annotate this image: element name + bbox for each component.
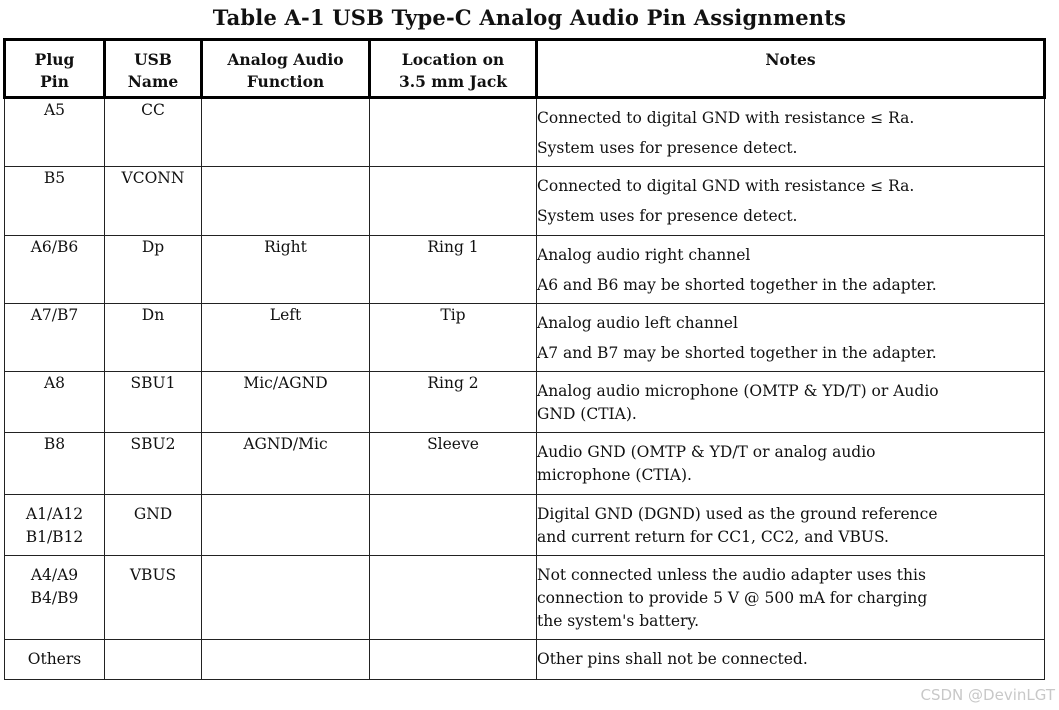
cell-location — [370, 372, 537, 433]
usb-name-value — [105, 167, 201, 190]
cell-notes — [537, 433, 1045, 495]
table-row — [5, 304, 1045, 372]
plug-pin-value: A7/B7 — [30, 306, 79, 324]
notes-line: Analog audio microphone (OMTP & YD/T) or Audio — [537, 382, 939, 400]
usb-name-value: GND — [133, 505, 173, 523]
header-analog-function-line2: Function — [246, 72, 325, 91]
cell-usb-name — [105, 372, 202, 433]
function-value: AGND/Mic — [243, 435, 328, 453]
cell-function — [202, 640, 370, 680]
notes-line: GND (CTIA). — [537, 405, 637, 423]
notes-line: Analog audio right channel — [537, 246, 751, 264]
plug-pin-value: B1/B12 — [25, 528, 84, 546]
cell-plug-pin — [5, 304, 105, 372]
cell-plug-pin — [5, 167, 105, 236]
usb-name-text: VBUS — [129, 566, 177, 584]
notes-line: Digital GND (DGND) used as the ground reference — [537, 505, 938, 523]
cell-plug-pin — [5, 98, 105, 167]
cell-usb-name — [105, 495, 202, 556]
cell-location — [370, 640, 537, 680]
header-usb-name-line1: USB — [134, 50, 172, 69]
cell-notes — [537, 372, 1045, 433]
location-value: Ring 2 — [427, 374, 479, 392]
notes-line: and current return for CC1, CC2, and VBUS. — [537, 528, 889, 546]
function-value: Left — [269, 306, 302, 324]
cell-location — [370, 304, 537, 372]
cell-notes — [537, 495, 1045, 556]
cell-notes — [537, 167, 1045, 236]
plug-pin-value: B4/B9 — [30, 589, 79, 607]
cell-function — [202, 167, 370, 236]
cell-notes — [537, 304, 1045, 372]
plug-pin-value: B8 — [43, 435, 66, 453]
notes-line: Not connected unless the audio adapter uses this — [537, 566, 926, 584]
function-value: Mic/AGND — [243, 374, 328, 392]
cell-notes — [537, 98, 1045, 167]
cell-function — [202, 556, 370, 640]
cell-usb-name — [105, 640, 202, 680]
notes-line: Connected to digital GND with resistance ≤ Ra. — [537, 177, 915, 195]
location-value: Ring 1 — [427, 238, 479, 256]
plug-pin-value: Others — [27, 650, 82, 668]
usb-name-text: VCONN — [121, 169, 185, 187]
cell-notes — [537, 556, 1045, 640]
notes-line: A6 and B6 may be shorted together in the adapter. — [537, 276, 937, 294]
cell-notes — [537, 640, 1045, 680]
notes-line: Audio GND (OMTP & YD/T or analog audio — [537, 443, 876, 461]
cell-function — [202, 495, 370, 556]
table-title: Table A-1 USB Type-C Analog Audio Pin Assignments — [212, 5, 847, 30]
cell-location — [370, 556, 537, 640]
header-analog-function-line1: Analog Audio — [227, 50, 344, 69]
table-row — [5, 433, 1045, 495]
table-row — [5, 556, 1045, 640]
cell-usb-name — [105, 304, 202, 372]
table-row — [5, 98, 1045, 167]
cell-usb-name — [105, 236, 202, 304]
cell-usb-name — [105, 167, 202, 236]
pin-assignment-table — [3, 38, 1046, 680]
plug-pin-value: A5 — [43, 101, 66, 119]
cell-location — [370, 236, 537, 304]
usb-name-value: SBU1 — [130, 374, 176, 392]
notes-line: Analog audio left channel — [537, 314, 738, 332]
cell-plug-pin — [5, 433, 105, 495]
header-usb-name-line2: Name — [127, 72, 179, 91]
location-value: Sleeve — [427, 435, 479, 453]
header-notes-label: Notes — [765, 50, 816, 69]
notes-line: System uses for presence detect. — [537, 139, 798, 157]
notes-line: A7 and B7 may be shorted together in the adapter. — [537, 344, 937, 362]
notes-line: Other pins shall not be connected. — [537, 650, 808, 668]
table-row — [5, 167, 1045, 236]
header-analog-function — [202, 40, 370, 98]
notes-line: connection to provide 5 V @ 500 mA for charging — [537, 589, 928, 607]
table-row — [5, 640, 1045, 680]
notes-line: System uses for presence detect. — [537, 207, 798, 225]
location-value: Tip — [440, 306, 466, 324]
notes-line: the system's battery. — [537, 612, 700, 630]
header-notes — [537, 40, 1045, 98]
cell-location — [370, 167, 537, 236]
header-usb-name — [105, 40, 202, 98]
plug-pin-value: A8 — [43, 374, 66, 392]
header-location-line2: 3.5 mm Jack — [398, 72, 508, 91]
header-plug-pin-line1: Plug — [34, 50, 75, 69]
cell-usb-name — [105, 433, 202, 495]
notes-line: Connected to digital GND with resistance ≤ Ra. — [537, 109, 915, 127]
cell-plug-pin — [5, 372, 105, 433]
header-row — [5, 40, 1045, 98]
cell-function — [202, 236, 370, 304]
plug-pin-value: B5 — [43, 169, 66, 187]
cell-plug-pin — [5, 556, 105, 640]
table-row — [5, 495, 1045, 556]
notes-line: microphone (CTIA). — [537, 466, 692, 484]
cell-notes — [537, 236, 1045, 304]
table-row — [5, 372, 1045, 433]
usb-name-value — [105, 564, 201, 587]
watermark: CSDN @DevinLGT — [920, 686, 1055, 704]
cell-usb-name — [105, 98, 202, 167]
table-row — [5, 236, 1045, 304]
function-value: Right — [264, 238, 307, 256]
usb-name-value: Dp — [141, 238, 165, 256]
plug-pin-value: A6/B6 — [30, 238, 79, 256]
cell-function — [202, 304, 370, 372]
cell-function — [202, 433, 370, 495]
cell-location — [370, 433, 537, 495]
cell-plug-pin — [5, 236, 105, 304]
header-location — [370, 40, 537, 98]
header-plug-pin — [5, 40, 105, 98]
header-location-line1: Location on — [401, 50, 505, 69]
header-plug-pin-line2: Pin — [40, 72, 69, 91]
cell-location — [370, 495, 537, 556]
cell-location — [370, 98, 537, 167]
cell-function — [202, 98, 370, 167]
cell-plug-pin — [5, 640, 105, 680]
usb-name-value: Dn — [141, 306, 165, 324]
cell-plug-pin — [5, 495, 105, 556]
cell-usb-name — [105, 556, 202, 640]
cell-function — [202, 372, 370, 433]
plug-pin-value: A4/A9 — [30, 566, 79, 584]
usb-name-value: SBU2 — [130, 435, 176, 453]
usb-name-value: CC — [141, 101, 165, 119]
plug-pin-value: A1/A12 — [25, 505, 84, 523]
